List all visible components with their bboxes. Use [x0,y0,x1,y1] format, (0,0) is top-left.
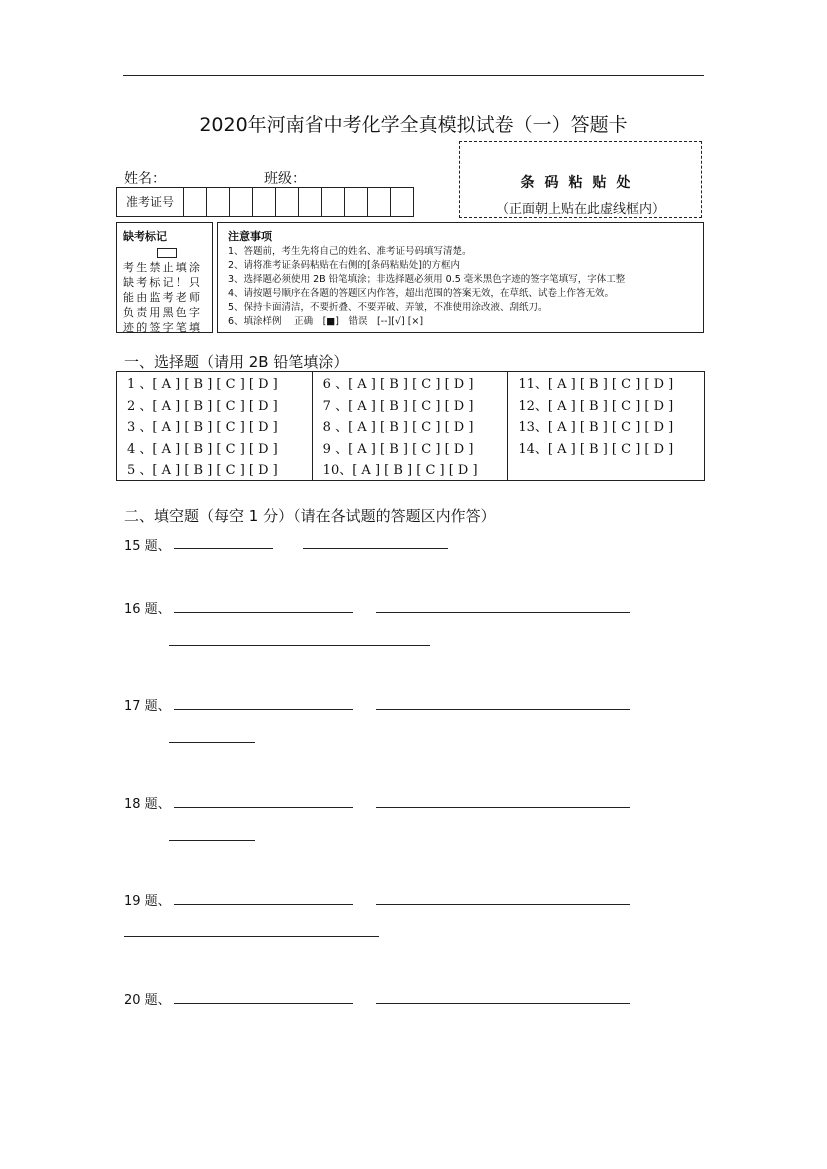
class-label: 班级： [264,171,306,187]
fill-question-label: 18 题、 [124,797,171,812]
name-field[interactable] [166,172,264,188]
absent-mark-box [116,222,213,333]
exam-id-cell[interactable] [230,188,253,216]
exam-id-label: 准考证号 [117,188,184,216]
mc-question[interactable]: 10、[ A ] [ B ] [ C ] [ D ] [322,463,478,479]
mc-question[interactable]: 3 、[ A ] [ B ] [ C ] [ D ] [127,420,278,436]
barcode-note: （正面朝上贴在此虚线框内） [495,202,665,217]
mc-question[interactable]: 2 、[ A ] [ B ] [ C ] [ D ] [127,398,278,414]
notice-line: 1、答题前，考生先将自己的姓名、准考证号码填写清楚。 [228,246,472,257]
name-label: 姓名： [124,171,166,187]
section1-title: 一、选择题（请用 2B 铅笔填涂） [124,353,349,371]
exam-id-cell[interactable] [184,188,207,216]
notice-line: 4、请按题号顺序在各题的答题区内作答，超出范围的答案无效，在草纸、试卷上作答无效。 [228,288,615,299]
mc-column [508,372,704,480]
notice-line: 3、选择题必须使用 2B 铅笔填涂；非选择题必须用 0.5 毫米黑色字迹的签字笔填写，字体工整 [228,274,626,285]
mc-question[interactable]: 6 、[ A ] [ B ] [ C ] [ D ] [322,377,474,392]
exam-id-cell[interactable] [253,188,276,216]
barcode-title: 条码粘贴处 [520,175,641,191]
mc-question[interactable]: 12、[ A ] [ B ] [ C ] [ D ] [518,398,674,414]
exam-id-cell[interactable] [345,188,368,216]
fill-question-label: 20 题、 [124,993,171,1008]
notice-heading: 注意事项 [228,230,272,243]
answer-blank[interactable] [169,645,430,646]
mc-question[interactable]: 9 、[ A ] [ B ] [ C ] [ D ] [322,441,474,457]
mc-question[interactable]: 8 、[ A ] [ B ] [ C ] [ D ] [322,420,474,436]
answer-blank[interactable] [169,742,255,743]
mc-question[interactable]: 7 、[ A ] [ B ] [ C ] [ D ] [322,398,474,414]
fill-question-label: 17 题、 [124,699,171,714]
answer-blank[interactable] [376,709,630,710]
section2-title: 二、填空题（每空 1 分）（请在各试题的答题区内作答） [124,507,496,525]
barcode-area [459,141,702,218]
mc-question[interactable]: 4 、[ A ] [ B ] [ C ] [ D ] [127,441,278,457]
exam-id-cell[interactable] [322,188,345,216]
absent-instructions: 考生禁止填涂缺考标记！只能由监考老师负责用黑色字迹的签字笔填 [123,261,203,334]
mc-question[interactable]: 11、[ A ] [ B ] [ C ] [ D ] [518,377,674,392]
answer-blank[interactable] [124,936,379,937]
answer-blank[interactable] [376,612,630,613]
mc-column [313,372,509,480]
answer-blank[interactable] [174,548,273,549]
answer-blank[interactable] [376,1003,630,1004]
mc-column [117,372,313,480]
notice-line: 5、保持卡面清洁，不要折叠、不要弄破、弄皱，不准使用涂改液、刮纸刀。 [228,302,548,313]
absent-heading: 缺考标记 [123,230,167,243]
mc-question[interactable]: 1 、[ A ] [ B ] [ C ] [ D ] [127,377,278,392]
exam-id-row [116,187,414,217]
multiple-choice-grid [116,371,705,481]
exam-id-cell[interactable] [276,188,299,216]
answer-blank[interactable] [376,904,630,905]
notice-box [217,222,704,333]
exam-id-cell[interactable] [299,188,322,216]
name-class-row [124,168,407,188]
exam-id-cell[interactable] [391,188,413,216]
answer-blank[interactable] [303,548,448,549]
class-field[interactable] [306,172,407,188]
fill-question-label: 16 题、 [124,602,171,617]
absent-checkbox[interactable] [157,248,177,258]
mc-question[interactable]: 5 、[ A ] [ B ] [ C ] [ D ] [127,463,278,479]
fill-question-label: 15 题、 [124,539,171,554]
answer-blank[interactable] [174,612,353,613]
page-title: 2020年河南省中考化学全真模拟试卷（一）答题卡 [199,114,628,136]
answer-blank[interactable] [169,840,255,841]
fill-question-label: 19 题、 [124,894,171,909]
answer-blank[interactable] [376,807,630,808]
answer-blank[interactable] [174,904,353,905]
notice-line: 2、请将准考证条码粘贴在右侧的[条码粘贴处]的方框内 [228,260,460,271]
top-rule [123,75,704,76]
answer-blank[interactable] [174,807,353,808]
exam-id-cell[interactable] [207,188,230,216]
answer-blank[interactable] [174,1003,353,1004]
mc-question[interactable]: 13、[ A ] [ B ] [ C ] [ D ] [518,420,674,436]
answer-blank[interactable] [174,709,353,710]
exam-id-cell[interactable] [368,188,391,216]
mc-question[interactable]: 14、[ A ] [ B ] [ C ] [ D ] [518,441,674,457]
notice-line: 6、填涂样例 正确 [■] 错误 [--][√] [×] [228,316,424,327]
